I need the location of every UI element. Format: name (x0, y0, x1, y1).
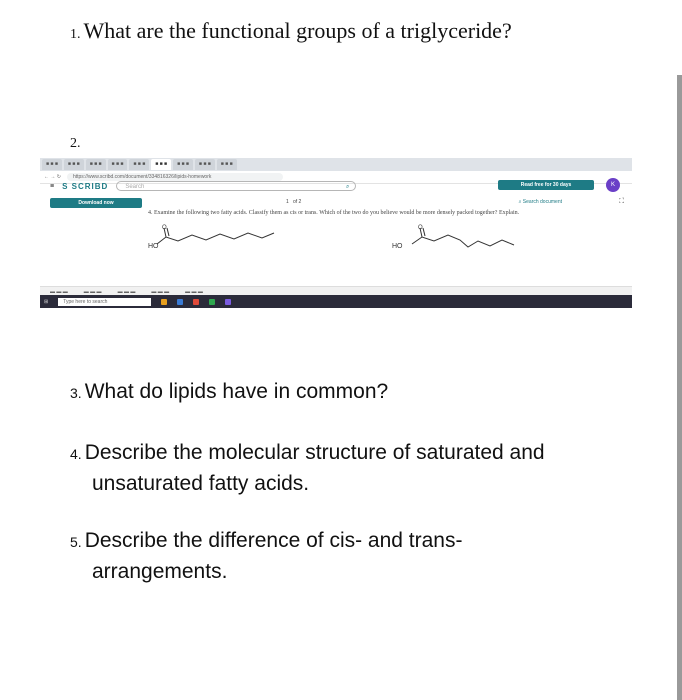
download-item: ▬ ▬ ▬ (50, 288, 68, 295)
download-item: ▬ ▬ ▬ (185, 288, 203, 295)
question-text: What do lipids have in common? (84, 380, 389, 403)
trans-fatty-acid-chain (412, 235, 514, 247)
taskbar-search: Type here to search (58, 298, 151, 306)
browser-tab: ■ ■ ■ (173, 159, 193, 170)
hydroxyl-label-left: HO (148, 243, 159, 250)
question-number: 4. (70, 446, 82, 462)
search-icon: ⌕ (345, 184, 350, 190)
browser-tab-strip (40, 158, 632, 171)
svg-text:O: O (418, 225, 423, 231)
scribd-search-input: Search ⌕ (116, 181, 356, 191)
question-number: 1. (70, 27, 81, 42)
download-item: ▬ ▬ ▬ (151, 288, 170, 295)
fatty-acid-structures (40, 223, 632, 283)
question-number: 2. (70, 136, 81, 151)
browser-tab: ■ ■ ■ (108, 159, 128, 170)
question-text-line-1: Describe the difference of cis- and trans- (84, 529, 463, 552)
document-toolbar (40, 196, 632, 210)
question-text-line-2: arrangements. (92, 560, 228, 583)
question-1 (70, 18, 512, 44)
browser-tab: ■ ■ ■ (64, 159, 84, 170)
download-item: ▬ ▬ ▬ (83, 288, 102, 295)
question-text-line-1: Describe the molecular structure of saturated and (84, 441, 545, 464)
question-2 (70, 136, 81, 152)
question-text: What are the functional groups of a triglyceride? (83, 18, 512, 43)
cis-fatty-acid-chain (157, 233, 274, 244)
download-item: ▬ ▬ ▬ (117, 288, 136, 295)
browser-tab: ■ ■ ■ (195, 159, 215, 170)
browser-tab: ■ ■ ■ (129, 159, 149, 170)
question-text-line-2: unsaturated fatty acids. (92, 472, 310, 495)
fullscreen-icon: ⛶ (619, 198, 624, 205)
browser-tab-active: ■ ■ ■ (151, 159, 171, 170)
scribd-logo: S SCRIBD (62, 181, 109, 191)
page-indicator: 1 of 2 (286, 199, 302, 205)
taskbar-app-icon (193, 299, 199, 305)
embedded-scribd-screenshot (40, 158, 632, 308)
browser-tab: ■ ■ ■ (42, 159, 62, 170)
question-4 (70, 438, 545, 499)
question-number: 3. (70, 385, 82, 401)
windows-taskbar (40, 295, 632, 308)
question-number: 5. (70, 534, 82, 550)
windows-start-icon: ⊞ (44, 298, 49, 305)
avatar: K (606, 178, 620, 192)
taskbar-app-icon (161, 299, 167, 305)
taskbar-app-icon (225, 299, 231, 305)
scribd-header (40, 176, 632, 196)
download-button: Download now (50, 198, 142, 208)
menu-icon: ≡ (50, 182, 55, 190)
hydroxyl-label-right: HO (392, 243, 403, 250)
url-field: https://www.scribd.com/document/334816326/lipids-homework (67, 173, 283, 181)
question-3 (70, 380, 388, 404)
taskbar-app-icon (209, 299, 215, 305)
browser-tab: ■ ■ ■ (217, 159, 237, 170)
task-text: 4. Examine the following two fatty acids. Classify them as cis or trans. Which of the two do you believe would be more densely packed together? Explain. (148, 210, 520, 216)
read-free-button: Read free for 30 days (498, 180, 594, 190)
taskbar-app-icon (177, 299, 183, 305)
svg-text:O: O (162, 225, 167, 231)
nav-arrows-icon: ← → ↻ (44, 174, 61, 180)
question-5 (70, 526, 462, 587)
browser-tab: ■ ■ ■ (86, 159, 106, 170)
search-document-link: ⌕ Search document (518, 199, 562, 205)
page-edge-divider (677, 75, 682, 700)
